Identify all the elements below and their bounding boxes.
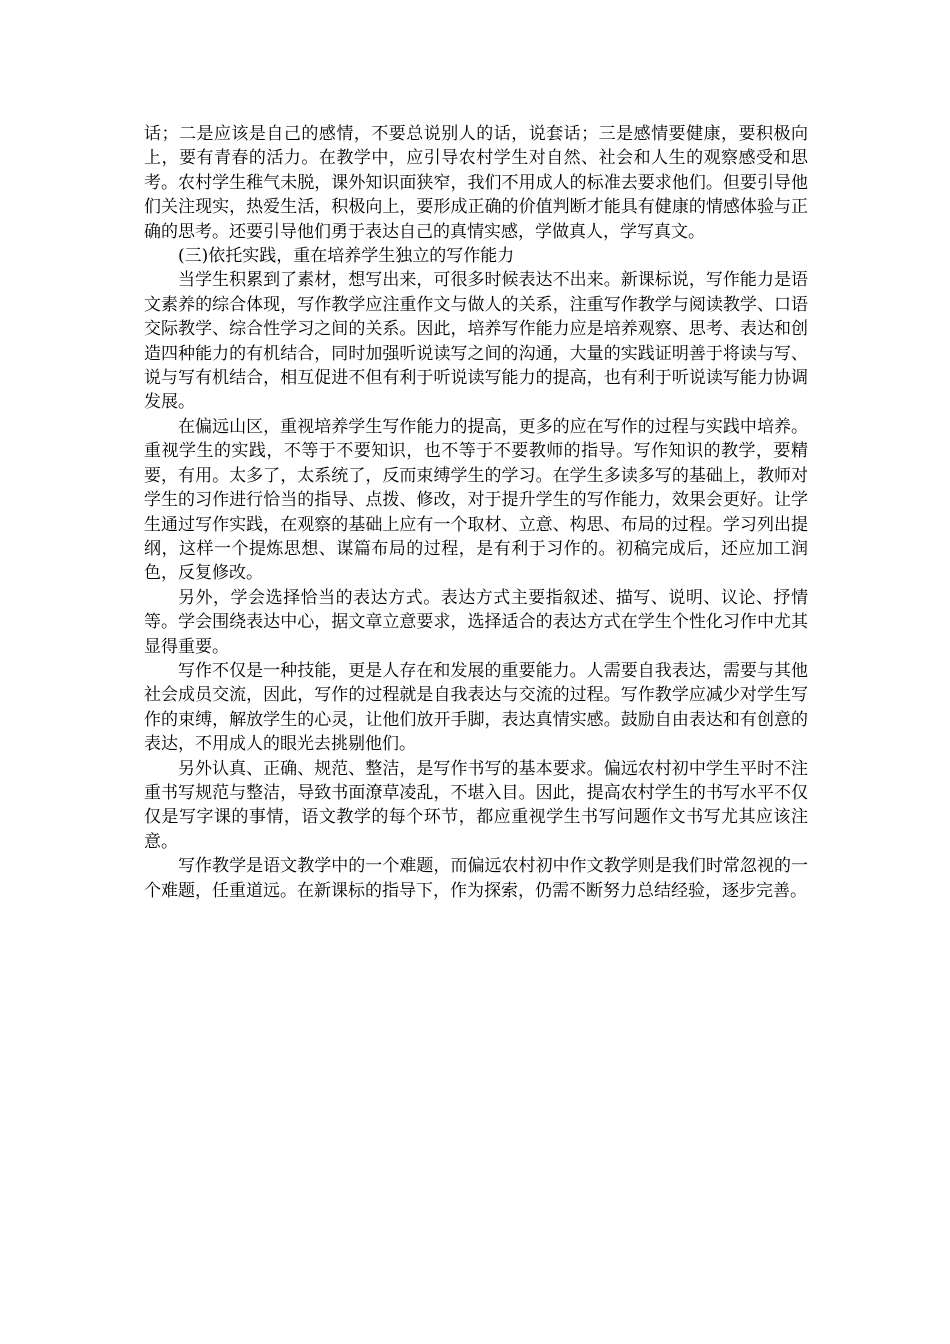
paragraph: 当学生积累到了素材，想写出来，可很多时候表达不出来。新课标说，写作能力是语文素养的综合体现，写作教学应注重作文与做人的关系，注重写作教学与阅读教学、口语交际教学、综合性学习之间的关系。因此，培养写作能力应是培养观察、思考、表达和创造四种能力的有机结合，同时加强听说读写之间的沟通，大量的实践证明善于将读与写、说与写有机结合，相互促进不但有利于听说读写能力的提高，也有利于听说读写能力协调发展。 (144, 270, 808, 413)
paragraph: 写作不仅是一种技能，更是人存在和发展的重要能力。人需要自我表达，需要与其他社会成员交流，因此，写作的过程就是自我表达与交流的过程。写作教学应减少对学生写作的束缚，解放学生的心灵，让他们放开手脚，表达真情实感。鼓励自由表达和有创意的表达，不用成人的眼光去挑剔他们。 (144, 660, 808, 755)
paragraph: 写作教学是语文教学中的一个难题，而偏远农村初中作文教学则是我们时常忽视的一个难题，任重道远。在新课标的指导下，作为探索，仍需不断努力总结经验，逐步完善。 (144, 856, 808, 901)
paragraph: 在偏远山区，重视培养学生写作能力的提高，更多的应在写作的过程与实践中培养。重视学生的实践，不等于不要知识，也不等于不要教师的指导。写作知识的教学，要精要，有用。太多了，太系统了，反而束缚学生的学习。在学生多读多写的基础上，教师对学生的习作进行恰当的指导、点拨、修改，对于提升学生的写作能力，效果会更好。让学生通过写作实践，在观察的基础上应有一个取材、立意、构思、布局的过程。学习列出提纲，这样一个提炼思想、谋篇布局的过程，是有利于习作的。初稿完成后，还应加工润色，反复修改。 (144, 416, 808, 584)
paragraph-continuation: 话；二是应该是自己的感情，不要总说别人的话，说套话；三是感情要健康，要积极向上，要有青春的活力。在教学中，应引导农村学生对自然、社会和人生的观察感受和思考。农村学生稚气未脱，课外知识面狭窄，我们不用成人的标准去要求他们。但要引导他们关注现实，热爱生活，积极向上，要形成正确的价值判断才能具有健康的情感体验与正确的思考。还要引导他们勇于表达自己的真情实感，学做真人，学写真文。 (144, 124, 808, 242)
paragraph: 另外，学会选择恰当的表达方式。表达方式主要指叙述、描写、说明、议论、抒情等。学会围绕表达中心，据文章立意要求，选择适合的表达方式在学生个性化习作中尤其显得重要。 (144, 587, 808, 657)
paragraph: 另外认真、正确、规范、整洁，是写作书写的基本要求。偏远农村初中学生平时不注重书写规范与整洁，导致书面潦草凌乱，不堪入目。因此，提高农村学生的书写水平不仅仅是写字课的事情，语文教学的每个环节，都应重视学生书写问题作文书写尤其应该注意。 (144, 758, 808, 852)
section-heading: (三)依托实践，重在培养学生独立的写作能力 (178, 246, 515, 267)
document-page (144, 122, 808, 903)
